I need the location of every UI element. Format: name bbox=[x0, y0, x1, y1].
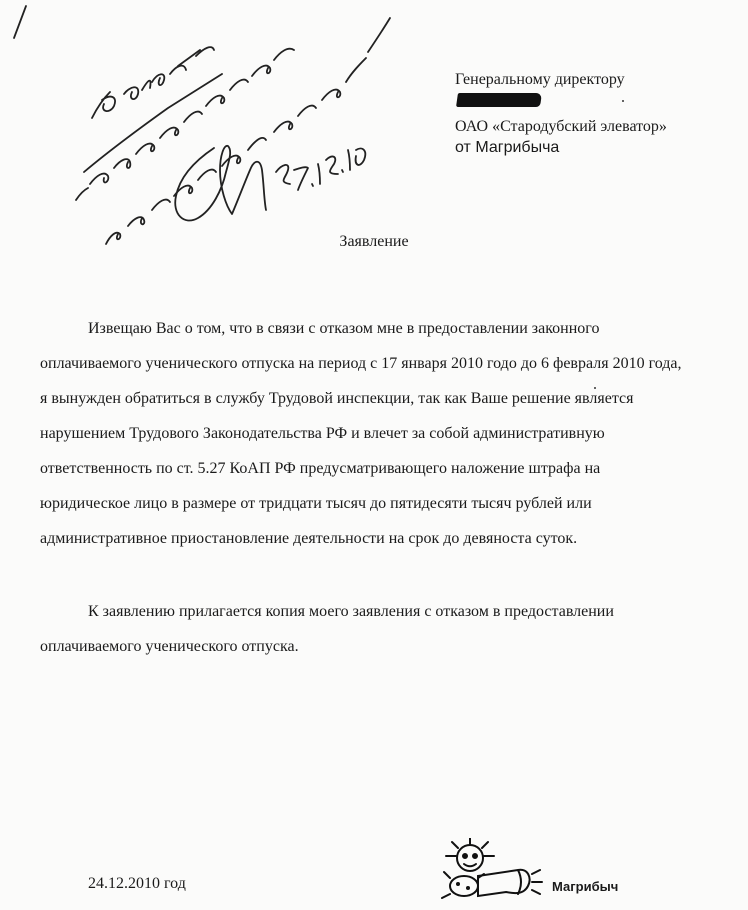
body-line: нарушением Трудового Законодательства РФ и влечет за собой административную bbox=[40, 425, 605, 442]
addressee-from-name: Магрибыча bbox=[475, 139, 560, 156]
addressee-block bbox=[455, 69, 667, 158]
addressee-from-label: от bbox=[455, 139, 471, 156]
handwritten-resolution bbox=[0, 0, 400, 260]
body-paragraph-2 bbox=[40, 594, 740, 664]
signature-name: Магрибыч bbox=[552, 879, 619, 894]
body-line: административное приостановление деятельности на срок до девяноста суток. bbox=[40, 530, 578, 547]
redacted-name bbox=[456, 93, 542, 107]
document-title: Заявление bbox=[339, 233, 409, 250]
addressee-to-line: Генеральному директору bbox=[455, 71, 625, 88]
signature-doodle bbox=[436, 838, 548, 902]
body-line: К заявлению прилагается копия моего заявления с отказом в предоставлении bbox=[88, 603, 614, 620]
scan-speck bbox=[622, 100, 624, 102]
body-line: оплачиваемого ученического отпуска на период с 17 января 2010 годо до 6 февраля 2010 года, bbox=[40, 355, 682, 372]
body-line: Извещаю Вас о том, что в связи с отказом мне в предоставлении законного bbox=[88, 320, 600, 337]
body-line: оплачиваемого ученического отпуска. bbox=[40, 638, 299, 655]
body-line: юридическое лицо в размере от тридцати тысяч до пятидесяти тысяч рублей или bbox=[40, 495, 592, 512]
addressee-company: ОАО «Стародубский элеватор» bbox=[455, 118, 667, 135]
document-date: 24.12.2010 год bbox=[88, 875, 186, 892]
body-paragraph-1 bbox=[40, 311, 740, 556]
scan-speck bbox=[594, 387, 596, 389]
body-line: ответственность по ст. 5.27 КоАП РФ предусматривающего наложение штрафа на bbox=[40, 460, 601, 477]
body-line: я вынужден обратиться в службу Трудовой инспекции, так как Ваше решение является bbox=[40, 390, 634, 407]
